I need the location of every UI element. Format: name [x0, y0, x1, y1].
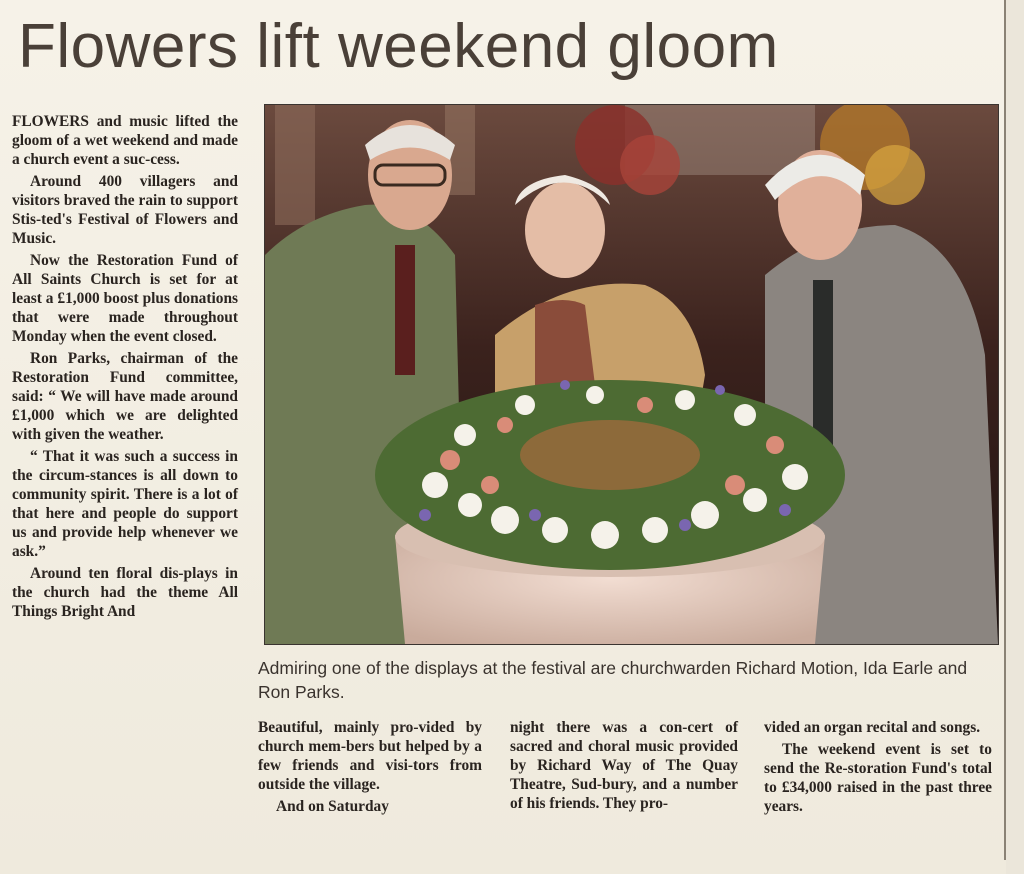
article-column-left — [12, 112, 238, 624]
headline: Flowers lift weekend gloom — [18, 12, 779, 81]
article-column-3 — [510, 718, 738, 816]
clipping-edge — [1006, 0, 1024, 874]
paragraph: vided an organ recital and songs. — [764, 719, 981, 736]
paragraph: Around 400 villagers and visitors braved the rain to support Stis-ted's Festival of Flowers and Music. — [12, 173, 238, 247]
paragraph: Beautiful, mainly pro-vided by church mem-bers but helped by a few friends and visi-tors from outside the village. — [258, 719, 482, 793]
paragraph: The weekend event is set to send the Re-storation Fund's total to £34,000 raised in the past three years. — [764, 741, 992, 815]
paragraph: night there was a con-cert of sacred and choral music provided by Richard Way of The Quay Theatre, Sud-bury, and a number of his friends. They pro- — [510, 719, 738, 812]
paragraph: Around ten floral dis-plays in the church had the theme All Things Bright And — [12, 565, 238, 620]
news-photo — [264, 104, 999, 645]
paragraph: Ron Parks, chairman of the Restoration Fund committee, said: “ We will have made around £1,000 which we are delighted with given the weather. — [12, 350, 238, 443]
article-column-2 — [258, 718, 482, 819]
paragraph: Now the Restoration Fund of All Saints Church is set for at least a £1,000 boost plus donations that were made throughout Monday when the event closed. — [12, 252, 238, 345]
paragraph: FLOWERS and music lifted the gloom of a wet weekend and made a church event a suc-cess. — [12, 113, 238, 168]
photo-image — [265, 105, 998, 644]
article-column-4 — [764, 718, 992, 819]
photo-caption: Admiring one of the displays at the festival are churchwarden Richard Motion, Ida Earle and Ron Parks. — [258, 658, 968, 702]
paragraph: And on Saturday — [276, 798, 389, 815]
paragraph: “ That it was such a success in the circum-stances is all down to community spirit. There is a lot of that here and people do support us and provide help whenever we ask.” — [12, 448, 238, 560]
